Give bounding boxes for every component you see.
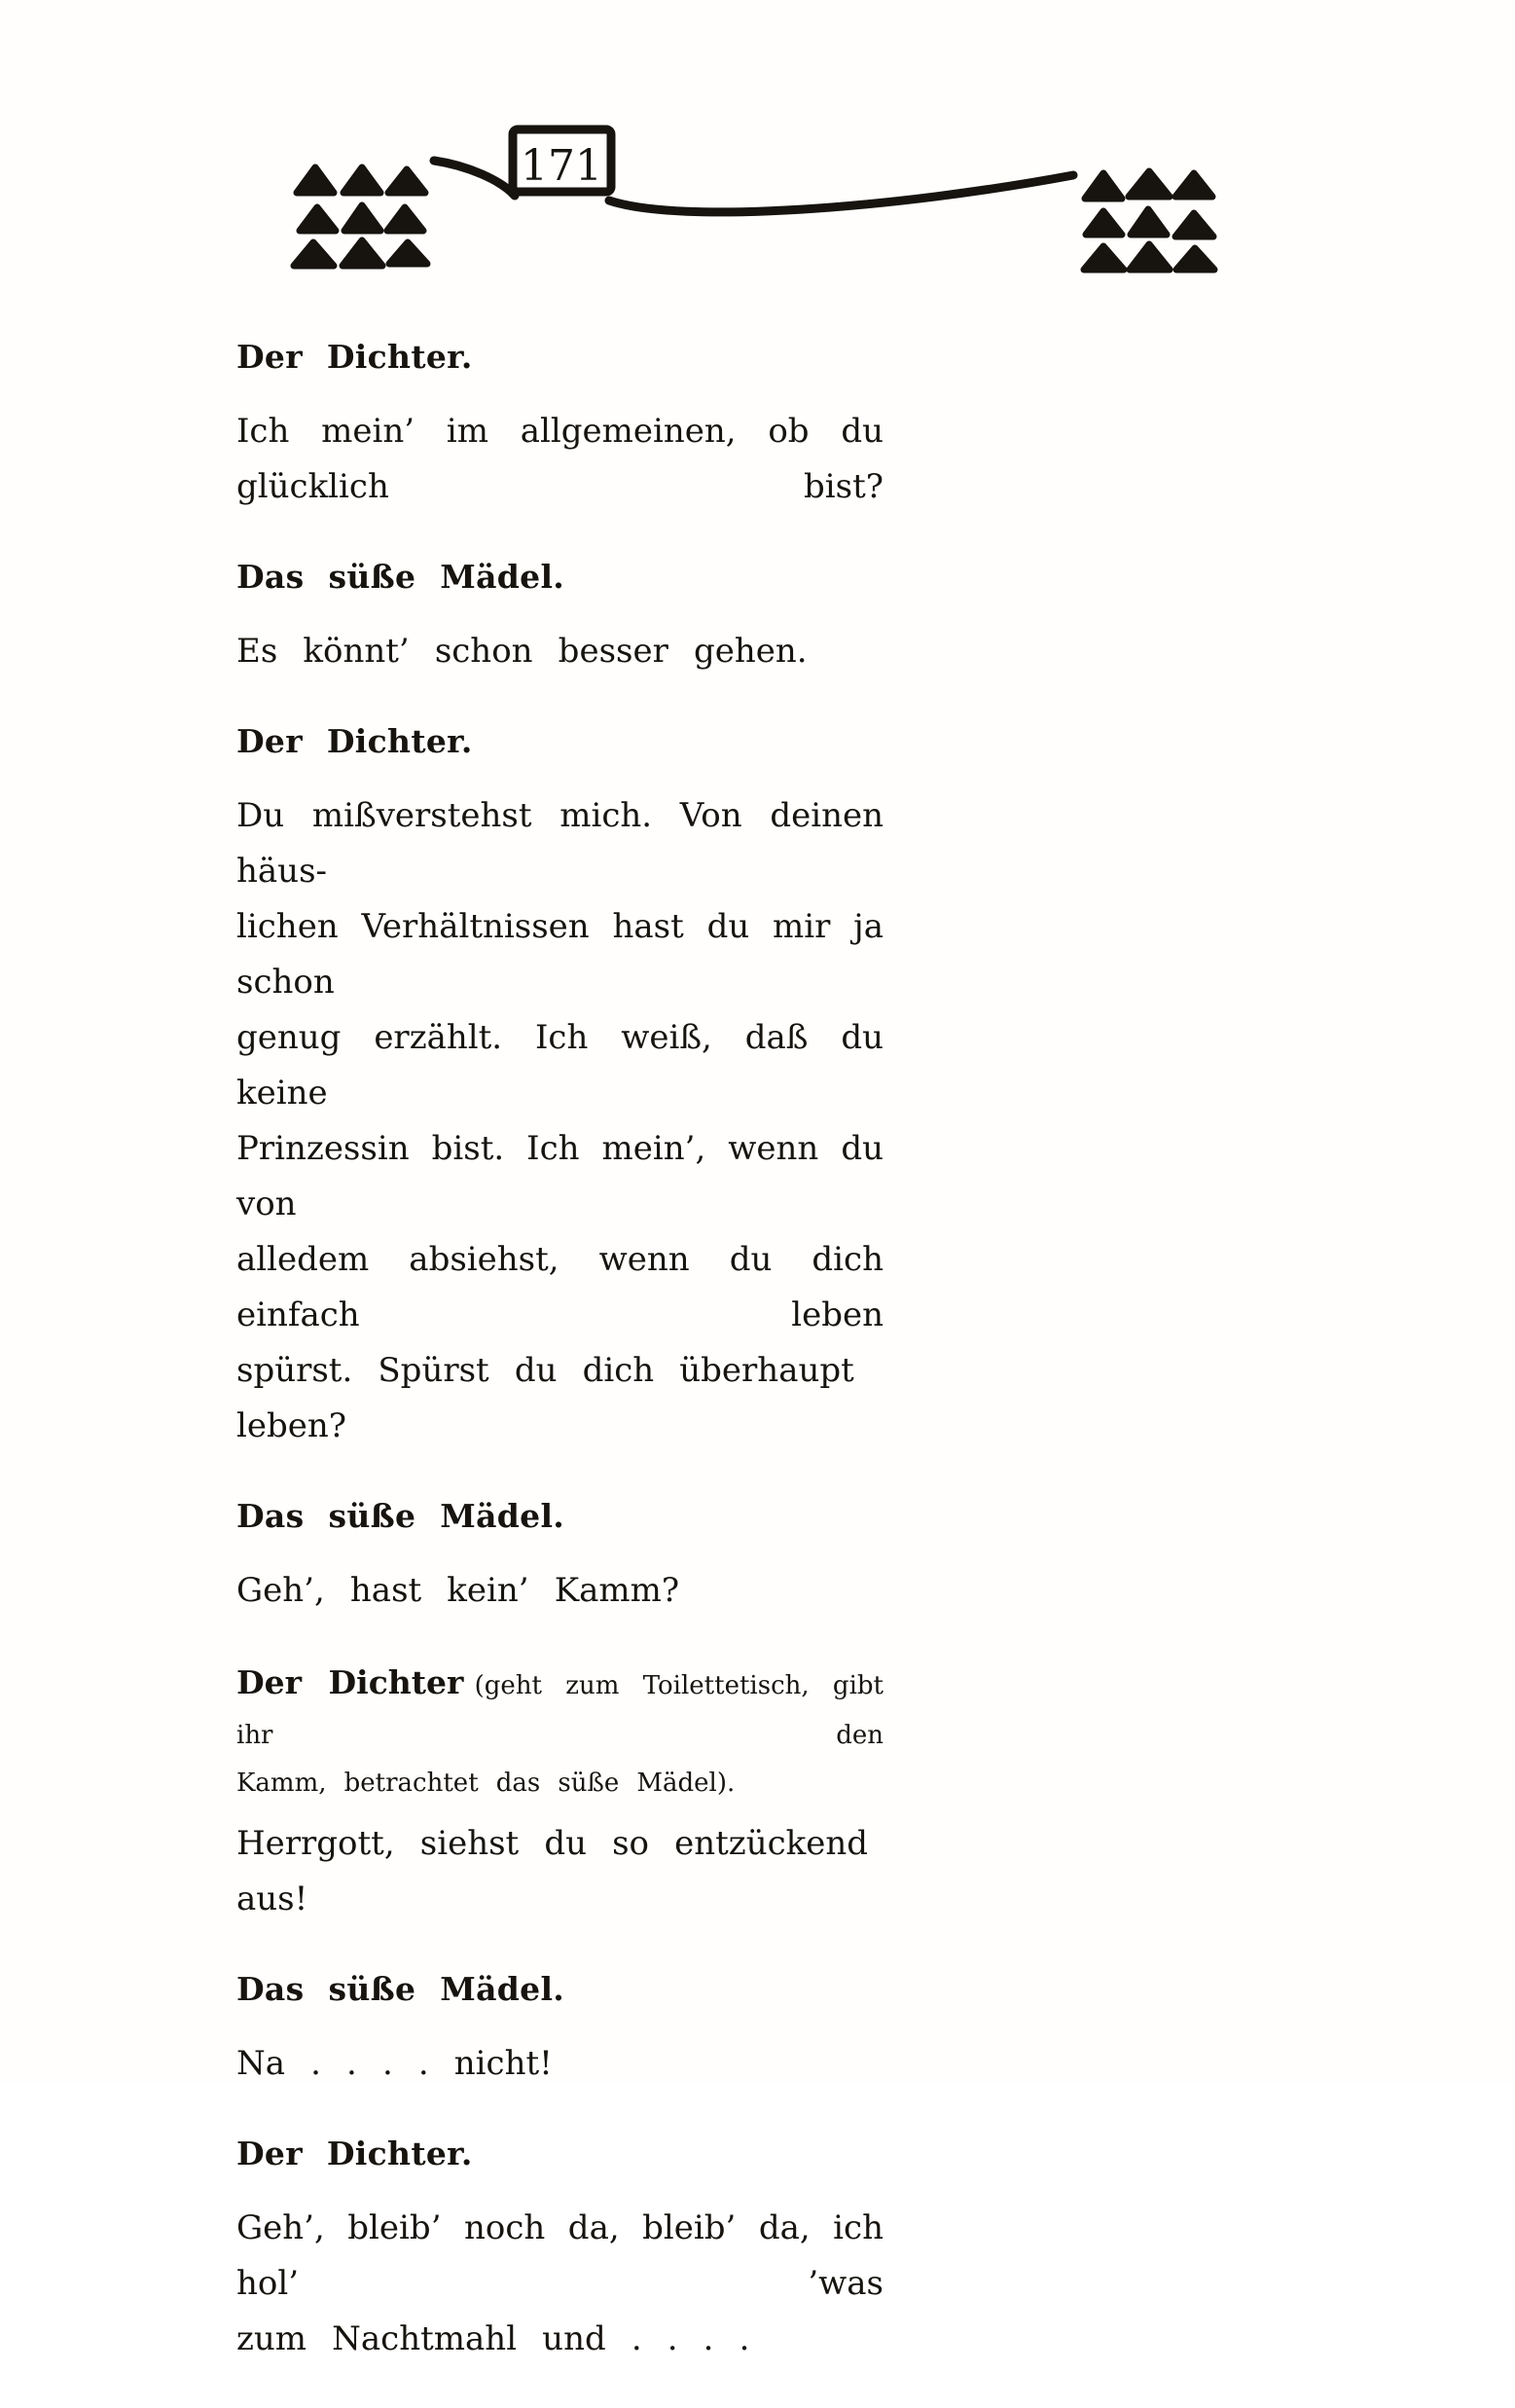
- stage-direction-line-1: (geht zum Toilettetisch, gibt ihr den: [236, 1671, 884, 1750]
- dialogue-line: Es könnt’ schon besser gehen.: [236, 632, 808, 671]
- dialogue-line: Na . . . . nicht!: [236, 2044, 553, 2083]
- right-flourish-line: [609, 175, 1073, 212]
- stage-direction-line-2: Kamm, betrachtet das süße Mädel).: [236, 1769, 736, 1798]
- speaker-name: Der Dichter.: [236, 722, 473, 760]
- dialogue-text: [236, 336, 884, 2408]
- speaker-name: Der Dichter.: [236, 338, 473, 376]
- dialogue-line: Ich mein’ im allgemeinen, ob du glücklich bist?: [236, 412, 884, 506]
- speaker-name: Das süße Mädel.: [236, 558, 565, 596]
- speaker-name: Das süße Mädel.: [236, 1970, 565, 2008]
- speaker-name: Das süße Mädel.: [236, 1497, 565, 1535]
- dialogue-entry: [236, 2133, 884, 2367]
- dialogue-line: Du mißverstehst mich. Von deinen häus-: [236, 796, 884, 891]
- left-flourish-line: [434, 161, 515, 196]
- page-number: 171: [521, 141, 602, 191]
- dialogue-line: Herrgott, siehst du so entzückend aus!: [236, 1824, 869, 1918]
- left-triangle-ornament: [294, 167, 427, 266]
- dialogue-entry: [236, 1495, 884, 1619]
- dialogue-entry: [236, 1968, 884, 2092]
- dialogue-line: lichen Verhältnissen hast du mir ja schon: [236, 907, 884, 1002]
- header-ornament: [0, 0, 1515, 292]
- right-triangle-ornament: [1084, 171, 1214, 270]
- dialogue-line: alledem absiehst, wenn du dich einfach leben: [236, 1240, 884, 1334]
- speaker-with-stage-direction: [236, 1660, 884, 1762]
- dialogue-entry: [236, 336, 884, 515]
- dialogue-entry: [236, 1660, 884, 1927]
- dialogue-entry: [236, 720, 884, 1454]
- dialogue-line: zum Nachtmahl und . . . .: [236, 2319, 750, 2358]
- dialogue-entry: [236, 556, 884, 679]
- speaker-name: Der Dichter.: [236, 2134, 473, 2172]
- dialogue-line: Prinzessin bist. Ich mein’, wenn du von: [236, 1129, 884, 1223]
- dialogue-line: Geh’, bleib’ noch da, bleib’ da, ich hol’ ’was: [236, 2208, 884, 2303]
- dialogue-line: Geh’, hast kein’ Kamm?: [236, 1571, 680, 1610]
- dialogue-line: genug erzählt. Ich weiß, daß du keine: [236, 1018, 884, 1113]
- speaker-name: Der Dichter: [236, 1663, 464, 1701]
- dialogue-line: spürst. Spürst du dich überhaupt leben?: [236, 1351, 854, 1445]
